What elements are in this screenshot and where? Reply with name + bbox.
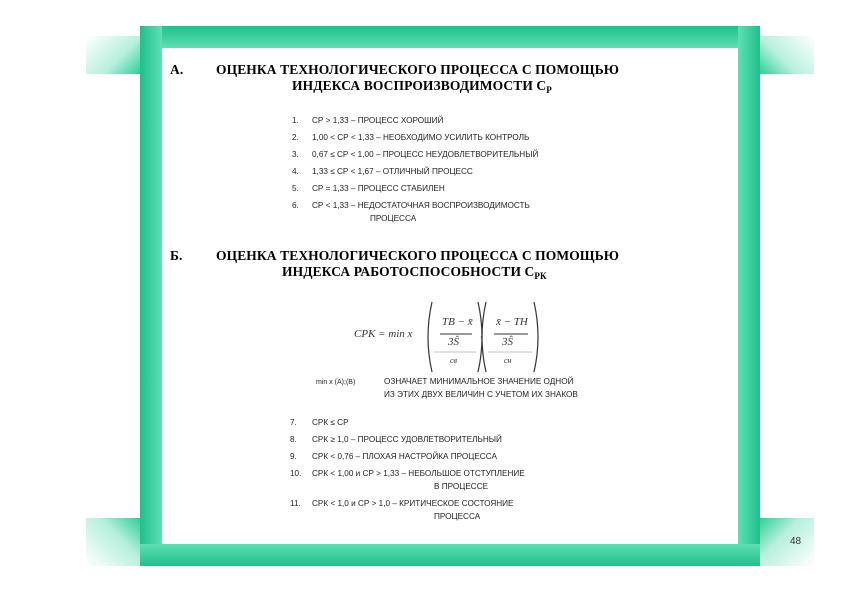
- section-a-title-line1: ОЦЕНКА ТЕХНОЛОГИЧЕСКОГО ПРОЦЕССА С ПОМОЩЬЮ: [216, 62, 620, 77]
- list-item-continuation: ПРОЦЕССА: [370, 214, 417, 223]
- list-item-number: 6.: [292, 201, 299, 210]
- note-line1: ОЗНАЧАЕТ МИНИМАЛЬНОЕ ЗНАЧЕНИЕ ОДНОЙ: [384, 377, 574, 386]
- page-number: 48: [790, 536, 802, 547]
- frame-bar-left: [140, 26, 162, 566]
- formula-denominator-2: 3Ŝ: [502, 336, 513, 348]
- slide-content: [162, 48, 738, 544]
- list-item-number: 5.: [292, 184, 299, 193]
- list-item-continuation: ПРОЦЕССА: [434, 512, 481, 521]
- section-b-letter: Б.: [170, 248, 183, 263]
- list-item-text: CР < 1,33 – НЕДОСТАТОЧНАЯ ВОСПРОИЗВОДИМОСТЬ: [312, 201, 530, 210]
- list-item-text: 1,00 < CР < 1,33 – НЕОБХОДИМО УСИЛИТЬ КОНТРОЛЬ: [312, 133, 530, 142]
- frame-corner-bottom-left: [86, 518, 140, 566]
- frame-corner-bottom-right: [760, 518, 814, 566]
- formula-separator: ;: [480, 328, 484, 340]
- list-item-number: 7.: [290, 418, 297, 427]
- cpk-formula: [354, 300, 544, 374]
- list-item-number: 11.: [290, 499, 301, 508]
- formula-label-1: cв: [450, 356, 458, 365]
- list-item-text: CР > 1,33 – ПРОЦЕСС ХОРОШИЙ: [312, 116, 444, 125]
- list-item-number: 9.: [290, 452, 297, 461]
- list-item-text: 0,67 ≤ CР < 1,00 – ПРОЦЕСС НЕУДОВЛЕТВОРИТЕЛЬНЫЙ: [312, 150, 539, 159]
- frame-bar-right: [738, 26, 760, 566]
- list-item-text: CРК < 1,0 и CР > 1,0 – КРИТИЧЕСКОЕ СОСТОЯНИЕ: [312, 499, 514, 508]
- formula-label-2: cн: [504, 356, 512, 365]
- section-a-subscript: Р: [546, 85, 552, 95]
- list-item-text: CРК < 1,00 и CР > 1,33 – НЕБОЛЬШОЕ ОТСТУПЛЕНИЕ: [312, 469, 525, 478]
- list-item-number: 2.: [292, 133, 299, 142]
- list-item-text: CРК ≥ 1,0 – ПРОЦЕСС УДОВЛЕТВОРИТЕЛЬНЫЙ: [312, 435, 502, 444]
- list-item-text: 1,33 ≤ CР < 1,67 – ОТЛИЧНЫЙ ПРОЦЕСС: [312, 167, 473, 176]
- section-a-letter: А.: [170, 62, 184, 77]
- list-item-number: 3.: [292, 150, 299, 159]
- formula-denominator-1: 3Ŝ: [448, 336, 459, 348]
- list-item-text: CРК < 0,76 – ПЛОХАЯ НАСТРОЙКА ПРОЦЕССА: [312, 452, 497, 461]
- frame-corner-top-left: [86, 36, 140, 74]
- section-b-title-line2: [282, 264, 547, 280]
- list-item-number: 8.: [290, 435, 297, 444]
- list-item-text: CР = 1,33 – ПРОЦЕСС СТАБИЛЕН: [312, 184, 445, 193]
- note-line2: ИЗ ЭТИХ ДВУХ ВЕЛИЧИН С УЧЕТОМ ИХ ЗНАКОВ: [384, 390, 578, 399]
- list-item-number: 1.: [292, 116, 299, 125]
- note-key: min x (A);(B): [316, 379, 356, 386]
- list-item-text: CРК ≤ CР: [312, 418, 349, 427]
- formula-numerator-2: x̄ − TН: [496, 316, 528, 328]
- section-a-title-line2: [292, 78, 552, 94]
- section-b-title-line2-text: ИНДЕКСА РАБОТОСПОСОБНОСТИ С: [282, 264, 535, 279]
- section-a-title-line2-text: ИНДЕКСА ВОСПРОИЗВОДИМОСТИ С: [292, 78, 547, 93]
- section-b-title-line1: ОЦЕНКА ТЕХНОЛОГИЧЕСКОГО ПРОЦЕССА С ПОМОЩЬЮ: [216, 248, 620, 263]
- formula-numerator-1: TВ − x̄: [442, 316, 473, 328]
- list-item-number: 10.: [290, 469, 302, 478]
- frame-bar-bottom: [140, 544, 760, 566]
- section-b-subscript: РК: [534, 271, 547, 281]
- formula-lhs: CРК = min x: [354, 328, 413, 340]
- frame-corner-top-right: [760, 36, 814, 74]
- list-item-number: 4.: [292, 167, 299, 176]
- list-item-continuation: В ПРОЦЕССЕ: [434, 482, 489, 491]
- frame-bar-top: [140, 26, 760, 48]
